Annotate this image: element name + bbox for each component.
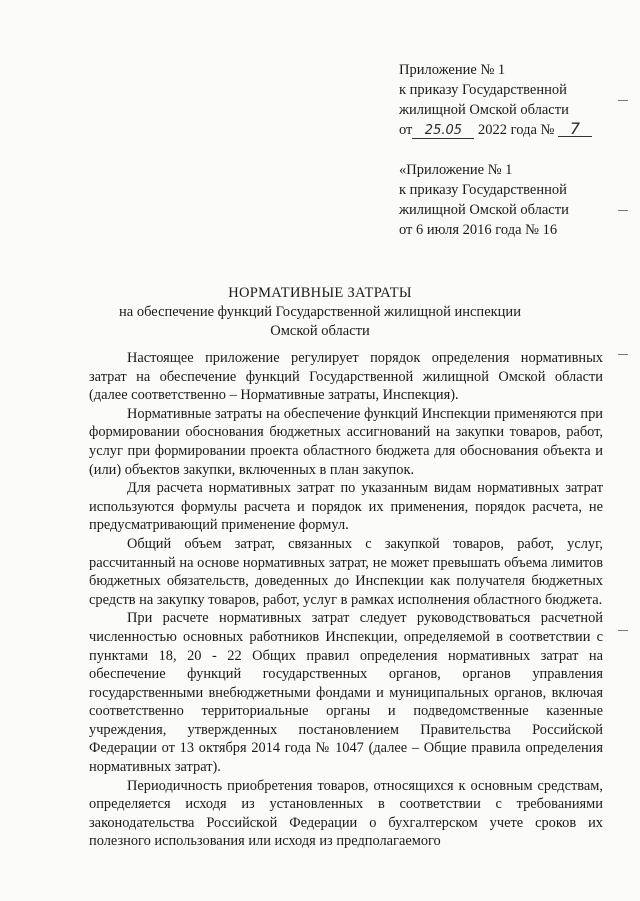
header-line: Приложение № 1 <box>399 62 506 78</box>
header-line: «Приложение № 1 <box>399 162 513 178</box>
year-text: 2022 года № <box>478 122 555 138</box>
appendix-header-previous <box>399 160 569 240</box>
header-line: жилищной Омской области <box>399 102 569 118</box>
body-paragraph: Настоящее приложение регулирует порядок определения нормативных затрат на обеспечение функций Государственной жилищной Омской области (далее соответственно – Нормативные затраты, Инспекция). <box>89 350 603 404</box>
document-body <box>89 349 603 851</box>
date-prefix: от <box>399 122 413 138</box>
document-subtitle: на обеспечение функций Государственной жилищной инспекции <box>119 304 521 320</box>
body-paragraph: Для расчета нормативных затрат по указанным видам нормативных затрат используются формулы расчета и порядок их применения, порядок расчета, не предусматривающий применение формул. <box>89 480 603 534</box>
body-paragraph: Периодичность приобретения товаров, относящихся к основным средствам, определяется исходя из установленных в соответствии с требованиями законодательства Российской Федерации о бухгалтерском учете сроков их полезного использования или исходя из предполагаемого <box>89 777 603 850</box>
document-subtitle-region: Омской области <box>270 323 370 339</box>
header-line: от 6 июля 2016 года № 16 <box>399 222 558 238</box>
header-date-line <box>399 120 592 140</box>
scan-edge-mark <box>618 630 628 631</box>
body-paragraph: Общий объем затрат, связанных с закупкой товаров, работ, услуг, рассчитанный на основе нормативных затрат, не может превышать объема лимитов бюджетных обязательств, доведенных до Инспекции как получателя бюджетных средств на закупку товаров, работ, услуг в рамках исполнения областного бюджета. <box>89 535 603 608</box>
handwritten-date: 25.05 <box>412 123 474 139</box>
appendix-header-current <box>399 60 592 140</box>
body-paragraph: Нормативные затраты на обеспечение функций Инспекции применяются при формировании обоснования бюджетных ассигнований на закупки товаров, работ, услуг при формировании проекта областного бюджета для обоснования объекта и (или) объектов закупки, включенных в план закупок. <box>89 405 603 478</box>
scan-edge-mark <box>618 100 628 101</box>
header-line: к приказу Государственной <box>399 182 567 198</box>
scan-edge-mark <box>618 354 628 355</box>
body-paragraph: При расчете нормативных затрат следует руководствоваться расчетной численностью основных работников Инспекции, определяемой в соответствии с пунктами 18, 20 - 22 Общих правил определения нормативных затрат на обеспечение функций государственных органов, органов управления государственными внебюджетными фондами и муниципальных органов, включая соответственно территориальные органы и подведомственные казенные учреждения, утвержденных постановлением Правительства Российской Федерации от 13 октября 2014 года № 1047 (далее – Общие правила определения нормативных затрат). <box>89 610 603 776</box>
header-line: к приказу Государственной <box>399 82 567 98</box>
scan-edge-mark <box>618 210 628 211</box>
handwritten-number: 7 <box>558 121 592 137</box>
header-line: жилищной Омской области <box>399 202 569 218</box>
document-title: НОРМАТИВНЫЕ ЗАТРАТЫ <box>228 285 412 301</box>
